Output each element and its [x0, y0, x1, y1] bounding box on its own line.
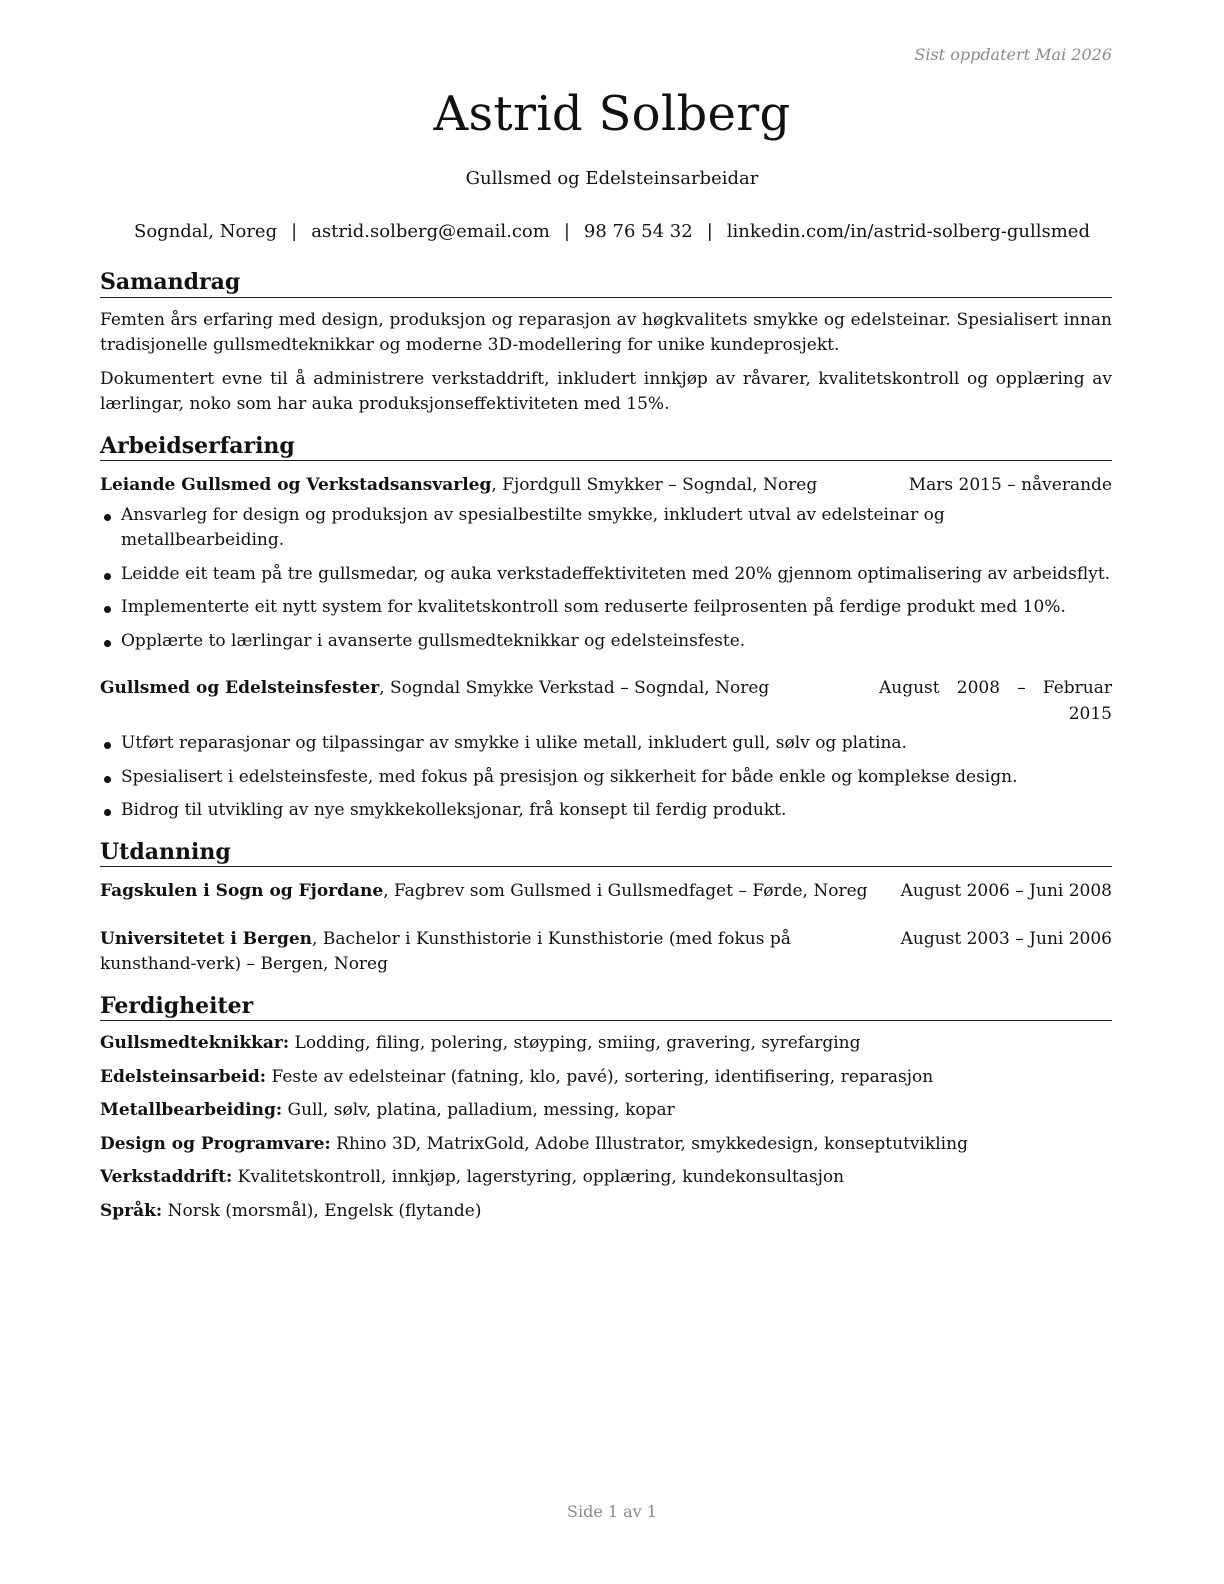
skill-label: Gullsmedteknikkar: — [100, 1033, 290, 1054]
job-dates: Mars 2015 – nåverande — [908, 475, 1112, 496]
job-bullet: Ansvarleg for design og produksjon av spesialbestilte smykke, inkludert utval av edelsteinar og metallbearbeiding. — [100, 503, 1112, 554]
contact-line — [0, 219, 1224, 245]
job-entry — [100, 676, 1112, 824]
summary-paragraph: Dokumentert evne til å administrere verkstaddrift, inkludert innkjøp av råvarer, kvalitetskontroll og opplæring av lærlingar, noko som har auka produksjonseffektiviteten med 15%. — [100, 368, 1112, 415]
job-title-line — [100, 676, 855, 702]
job-title-line — [100, 473, 885, 499]
education-heading: Utdanning — [100, 838, 1112, 868]
skills-list — [100, 1031, 1112, 1224]
skill-row — [100, 1165, 1112, 1191]
education-school: Fagskulen i Sogn og Fjordane — [100, 881, 384, 902]
job-entry — [100, 473, 1112, 654]
education-title-line — [100, 927, 877, 978]
education-details: , Fagbrev som Gullsmed i Gullsmedfaget – Førde, Noreg — [383, 881, 868, 902]
job-bullet: Spesialisert i edelsteinsfeste, med fokus på presisjon og sikkerheit for både enkle og komplekse design. — [100, 765, 1112, 791]
skill-row — [100, 1098, 1112, 1124]
experience-section — [100, 432, 1112, 824]
resume-content — [100, 268, 1112, 1232]
skill-label: Edelsteinsarbeid: — [100, 1066, 267, 1087]
skill-value: Norsk (morsmål), Engelsk (flytande) — [162, 1200, 482, 1221]
contact-phone[interactable]: 98 76 54 32 — [583, 221, 693, 242]
candidate-title: Gullsmed og Edelsteinsarbeidar — [465, 168, 759, 189]
education-section — [100, 838, 1112, 978]
job-details: , Fjordgull Smykker – Sogndal, Noreg — [491, 475, 818, 496]
job-bullets — [100, 503, 1112, 655]
skill-label: Metallbearbeiding: — [100, 1100, 283, 1121]
skill-label: Design og Programvare: — [100, 1133, 331, 1154]
job-bullets — [100, 731, 1112, 824]
education-entry — [100, 879, 1112, 905]
job-details: , Sogndal Smykke Verkstad – Sogndal, Noreg — [379, 678, 770, 699]
contact-linkedin[interactable]: linkedin.com/in/astrid-solberg-gullsmed — [726, 221, 1090, 242]
contact-separator: | — [706, 221, 713, 242]
job-bullet: Implementerte eit nytt system for kvalitetskontroll som reduserte feilprosenten på ferdige produkt med 10%. — [100, 595, 1112, 621]
summary-heading: Samandrag — [100, 268, 1112, 298]
education-entry — [100, 927, 1112, 978]
skill-value: Rhino 3D, MatrixGold, Adobe Illustrator, smykkedesign, konseptutvikling — [330, 1133, 968, 1154]
job-role: Gullsmed og Edelsteinsfester — [100, 678, 380, 699]
contact-email[interactable]: astrid.solberg@email.com — [311, 221, 550, 242]
skill-row — [100, 1132, 1112, 1158]
contact-separator: | — [563, 221, 570, 242]
education-dates: August 2003 – Juni 2006 — [900, 928, 1112, 949]
summary-paragraph: Femten års erfaring med design, produksjon og reparasjon av høgkvalitets smykke og edelsteinar. Spesialisert innan tradisjonelle gullsmedteknikkar og moderne 3D-modellering for unike kundeprosjekt. — [100, 309, 1112, 356]
job-bullet: Utført reparasjonar og tilpassingar av smykke i ulike metall, inkludert gull, sølv og platina. — [100, 731, 1112, 757]
job-bullet: Opplærte to lærlingar i avanserte gullsmedteknikkar og edelsteinsfeste. — [100, 629, 1112, 655]
skill-label: Verkstaddrift: — [100, 1167, 233, 1188]
education-details: , Bachelor i Kunsthistorie i Kunsthistorie (med fokus på kunsthand-verk) – Bergen, Noreg — [100, 928, 791, 975]
education-school: Universitetet i Bergen — [100, 928, 313, 949]
skills-section — [100, 992, 1112, 1225]
education-title-line — [100, 879, 877, 905]
skills-heading: Ferdigheiter — [100, 992, 1112, 1022]
education-dates: August 2006 – Juni 2008 — [900, 881, 1112, 902]
skill-row — [100, 1199, 1112, 1225]
job-bullet: Bidrog til utvikling av nye smykkekolleksjonar, frå konsept til ferdig produkt. — [100, 798, 1112, 824]
skill-label: Språk: — [100, 1200, 163, 1221]
job-header — [100, 676, 1112, 727]
contact-location: Sogndal, Noreg — [134, 221, 278, 242]
candidate-name: Astrid Solberg — [433, 86, 791, 142]
last-updated-note: Sist oppdatert Mai 2026 — [914, 45, 1112, 64]
skill-value: Kvalitetskontroll, innkjøp, lagerstyring, opplæring, kundekonsultasjon — [232, 1167, 845, 1188]
skill-value: Feste av edelsteinar (fatning, klo, pavé), sortering, identifisering, reparasjon — [266, 1066, 934, 1087]
summary-section — [100, 268, 1112, 418]
job-dates: August 2008 – Februar 2015 — [879, 678, 1112, 724]
experience-heading: Arbeidserfaring — [100, 432, 1112, 462]
skill-value: Gull, sølv, platina, palladium, messing, kopar — [282, 1100, 675, 1121]
contact-separator: | — [291, 221, 298, 242]
job-header — [100, 473, 1112, 499]
job-bullet: Leidde eit team på tre gullsmedar, og auka verkstadeffektiviteten med 20% gjennom optimalisering av arbeidsflyt. — [100, 562, 1112, 588]
page-number: Side 1 av 1 — [567, 1502, 657, 1521]
job-role: Leiande Gullsmed og Verkstadsansvarleg — [100, 475, 492, 496]
skill-value: Lodding, filing, polering, støyping, smiing, gravering, syrefarging — [289, 1033, 861, 1054]
skill-row — [100, 1031, 1112, 1057]
skill-row — [100, 1065, 1112, 1091]
